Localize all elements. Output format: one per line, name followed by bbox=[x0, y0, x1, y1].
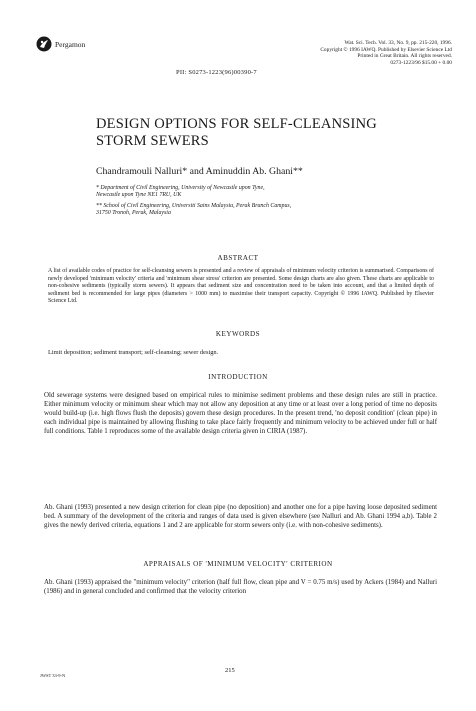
abstract-heading: ABSTRACT bbox=[217, 254, 259, 262]
affiliation-line: * Department of Civil Engineering, University of Newcastle upon Tyne, bbox=[96, 185, 265, 191]
publisher-name: Pergamon bbox=[55, 40, 86, 49]
keywords-text: Limit deposition; sediment transport; self-cleansing; sewer design. bbox=[48, 349, 219, 356]
journal-line: Copyright © 1996 IAWQ. Published by Elsevier Science Ltd bbox=[320, 46, 452, 53]
appraisals-heading: APPRAISALS OF 'MINIMUM VELOCITY' CRITERION bbox=[143, 560, 333, 568]
affiliation-2 bbox=[96, 203, 376, 217]
pii-code: PII: S0273-1223(96)00390-7 bbox=[176, 69, 257, 76]
abstract-text: A list of available codes of practice for self-cleansing sewers is presented and a review of appraisals of minimum velocity criterion is summarised. Comparisons of newly developed 'minimum velocity' criteria and 'minimum shear stress' criterion are presented. Some design charts are also given. These charts are applicable to non-cohesive sediments (typically storm sewers). It appears that sediment size and concentration need to be taken into account, and that a limited depth of sediment bed is recommended for large pipes (diameters > 1000 mm) to maximise their transport capacity. Copyright © 1996 IAWQ. Published by Elsevier Science Ltd. bbox=[48, 268, 434, 305]
introduction-paragraph-1: Old sewerage systems were designed based on empirical rules to minimise sediment problems and these design rules are still in practice. Either minimum velocity or minimum shear which may not allow any deposition at any time or at least over a long period of time no deposits would build-up (i.e. high flows flush the deposits) govern these design procedures. In the present trend, 'no deposit condition' (clean pipe) in each individual pipe is maintained by allowing flushing to take place fairly frequently and minimum velocity to be achieved under full or half full conditions. Table 1 reproduces some of the available design criteria given in CIRIA (1987). bbox=[44, 392, 437, 436]
page-number: 215 bbox=[225, 667, 235, 674]
introduction-heading: INTRODUCTION bbox=[208, 373, 268, 381]
footer-code: JWST 33-9-N bbox=[40, 673, 66, 678]
journal-line: 0273-1223/96 $15.00 + 0.00 bbox=[390, 60, 452, 67]
title-line: DESIGN OPTIONS FOR SELF-CLEANSING bbox=[96, 116, 377, 132]
affiliation-line: Newcastle upon Tyne NE1 7RU, UK bbox=[96, 192, 182, 198]
title-line: STORM SEWERS bbox=[96, 133, 209, 149]
affiliation-line: ** School of Civil Engineering, Universiti Sains Malaysia, Perak Branch Campus, bbox=[96, 203, 292, 209]
authors: Chandramouli Nalluri* and Aminuddin Ab. Ghani** bbox=[96, 166, 303, 177]
journal-info bbox=[266, 40, 452, 67]
appraisals-paragraph: Ab. Ghani (1993) appraised the "minimum velocity" criterion (half full flow, clean pipe and V = 0.75 m/s) used by Ackers (1984) and Nalluri (1986) and in general concluded and confirmed that the velocity criterion bbox=[44, 579, 437, 596]
introduction-paragraph-2: Ab. Ghani (1993) presented a new design criterion for clean pipe (no deposition) and another one for a pipe having loose deposited sediment bed. A summary of the development of the criteria and ranges of data used is given elsewhere (see Nalluri and Ab. Ghani 1994 a,b). Table 2 gives the newly derived criteria, equations 1 and 2 are applicable for storm sewers only (i.e. with non-cohesive sediments). bbox=[44, 504, 437, 530]
pergamon-logo-icon bbox=[36, 36, 52, 52]
keywords-heading: KEYWORDS bbox=[215, 330, 261, 338]
journal-line: Printed in Great Britain. All rights reserved. bbox=[357, 53, 452, 60]
journal-line: Wat. Sci. Tech. Vol. 33, No. 9, pp. 215-220, 1996. bbox=[344, 40, 452, 46]
affiliation-line: 31750 Tronoh, Perak, Malaysia bbox=[96, 210, 171, 216]
paper-title bbox=[96, 116, 377, 150]
affiliation-1 bbox=[96, 185, 376, 199]
